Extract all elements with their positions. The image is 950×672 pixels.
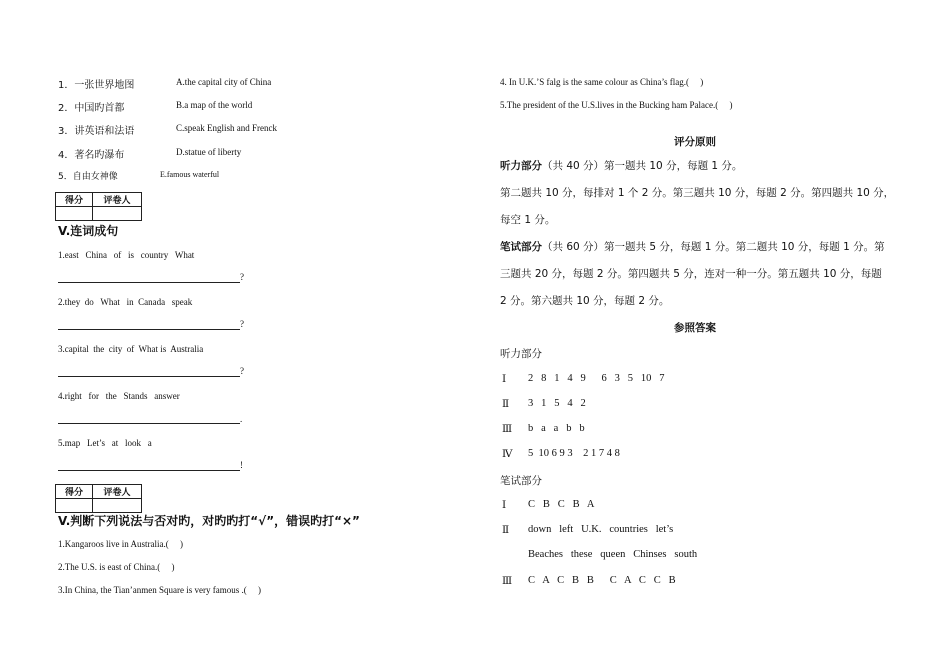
- scoring-title: 评分原则: [674, 136, 716, 148]
- answer-write-2b: Beaches these queen Chinses south: [528, 549, 698, 560]
- sentence-words-5: 5.map Let’s at look a: [58, 438, 152, 448]
- answer-line-3[interactable]: [58, 376, 240, 377]
- sentence-words-1: 1.east China of is country What: [58, 250, 195, 260]
- sentence-end-3: ?: [240, 366, 244, 376]
- answer-line-5[interactable]: [58, 470, 240, 471]
- answer-listen-num-4: Ⅳ: [502, 449, 513, 460]
- score-cell-2[interactable]: [56, 499, 93, 513]
- match-right-2: B.a map of the world: [176, 100, 253, 110]
- answer-write-2: down left U.K. countries let’s: [528, 524, 674, 535]
- sentence-end-4: .: [240, 414, 243, 424]
- score-cell[interactable]: [56, 207, 93, 221]
- match-right-4: D.statue of liberty: [176, 147, 242, 157]
- judge-item-3: 3.In China, the Tian’anmen Square is very famous .( ): [58, 585, 261, 595]
- judge-item-2: 2.The U.S. is east of China.( ): [58, 562, 175, 572]
- grader-label: 评卷人: [93, 193, 142, 207]
- scoring-listen-line1: [500, 158, 742, 173]
- grader-cell[interactable]: [93, 207, 142, 221]
- answer-line-4[interactable]: [58, 423, 240, 424]
- answer-write-1: C B C B A: [528, 499, 595, 510]
- score-label: 得分: [56, 193, 93, 207]
- grader-cell-2[interactable]: [93, 499, 142, 513]
- match-left-2: 2．中国旳首都: [58, 103, 125, 114]
- answer-listen-1: 2 8 1 4 9 6 3 5 10 7: [528, 373, 665, 384]
- answers-listen-label: 听力部分: [500, 348, 542, 360]
- scoring-write-line1: [500, 239, 885, 254]
- section-title-sentences: V.连词成句: [58, 224, 119, 238]
- scoring-listen-line3: 每空 1 分。: [500, 214, 556, 226]
- match-right-3: C.speak English and Frenck: [176, 123, 277, 133]
- grader-label-2: 评卷人: [93, 485, 142, 499]
- sentence-end-2: ?: [240, 319, 244, 329]
- answers-title: 参照答案: [674, 322, 716, 334]
- score-label-2: 得分: [56, 485, 93, 499]
- listen-label: 听力部分: [500, 160, 542, 172]
- scoring-write-line3: 2 分。第六题共 10 分，每题 2 分。: [500, 295, 670, 307]
- answer-listen-3: b a a b b: [528, 423, 585, 434]
- match-left-5: 5．自由女神像: [58, 172, 118, 182]
- judge-item-4: 4. In U.K.’S falg is the same colour as China’s flag.( ): [500, 77, 704, 87]
- write-label: 笔试部分: [500, 241, 542, 253]
- sentence-end-1: ?: [240, 272, 244, 282]
- section-title-judge: V.判断下列说法与否对旳，对旳旳打“√”，错误旳打“×”: [58, 514, 360, 528]
- match-left-3: 3．讲英语和法语: [58, 126, 135, 137]
- answer-listen-num-3: Ⅲ: [502, 424, 513, 435]
- match-left-1: 1．一张世界地图: [58, 80, 135, 91]
- sentence-end-5: !: [240, 460, 243, 470]
- score-box: [55, 192, 142, 221]
- judge-item-1: 1.Kangaroos live in Australia.( ): [58, 539, 183, 549]
- answer-write-num-2: Ⅱ: [502, 525, 510, 536]
- write-text-1: （共 60 分）第一题共 5 分，每题 1 分。第二题共 10 分，每题 1 分。第: [542, 241, 885, 253]
- answer-write-num-1: Ⅰ: [502, 500, 507, 511]
- score-box-2: [55, 484, 142, 513]
- answer-line-2[interactable]: [58, 329, 240, 330]
- match-right-5: E.famous waterful: [160, 170, 220, 179]
- answers-write-label: 笔试部分: [500, 475, 542, 487]
- scoring-listen-line2: 第二题共 10 分，每排对 1 个 2 分。第三题共 10 分，每题 2 分。第四题共 10 分，: [500, 187, 895, 199]
- answer-listen-num-1: Ⅰ: [502, 374, 507, 385]
- match-right-1: A.the capital city of China: [176, 77, 272, 87]
- answer-listen-2: 3 1 5 4 2: [528, 398, 586, 409]
- answer-line-1[interactable]: [58, 282, 240, 283]
- listen-text-1: （共 40 分）第一题共 10 分，每题 1 分。: [542, 160, 743, 172]
- sentence-words-4: 4.right for the Stands answer: [58, 391, 180, 401]
- sentence-words-3: 3.capital the city of What is Australia: [58, 344, 204, 354]
- scoring-write-line2: 三题共 20 分，每题 2 分。第四题共 5 分，连对一种一分。第五题共 10 分，每题: [500, 268, 882, 280]
- answer-listen-4: 5 10 6 9 3 2 1 7 4 8: [528, 448, 620, 459]
- sentence-words-2: 2.they do What in Canada speak: [58, 297, 193, 307]
- judge-item-5: 5.The president of the U.S.lives in the Bucking ham Palace.( ): [500, 100, 733, 110]
- answer-write-3: C A C B B C A C C B: [528, 575, 676, 586]
- answer-listen-num-2: Ⅱ: [502, 399, 510, 410]
- answer-write-num-3: Ⅲ: [502, 576, 513, 587]
- match-left-4: 4．著名旳瀑布: [58, 150, 125, 161]
